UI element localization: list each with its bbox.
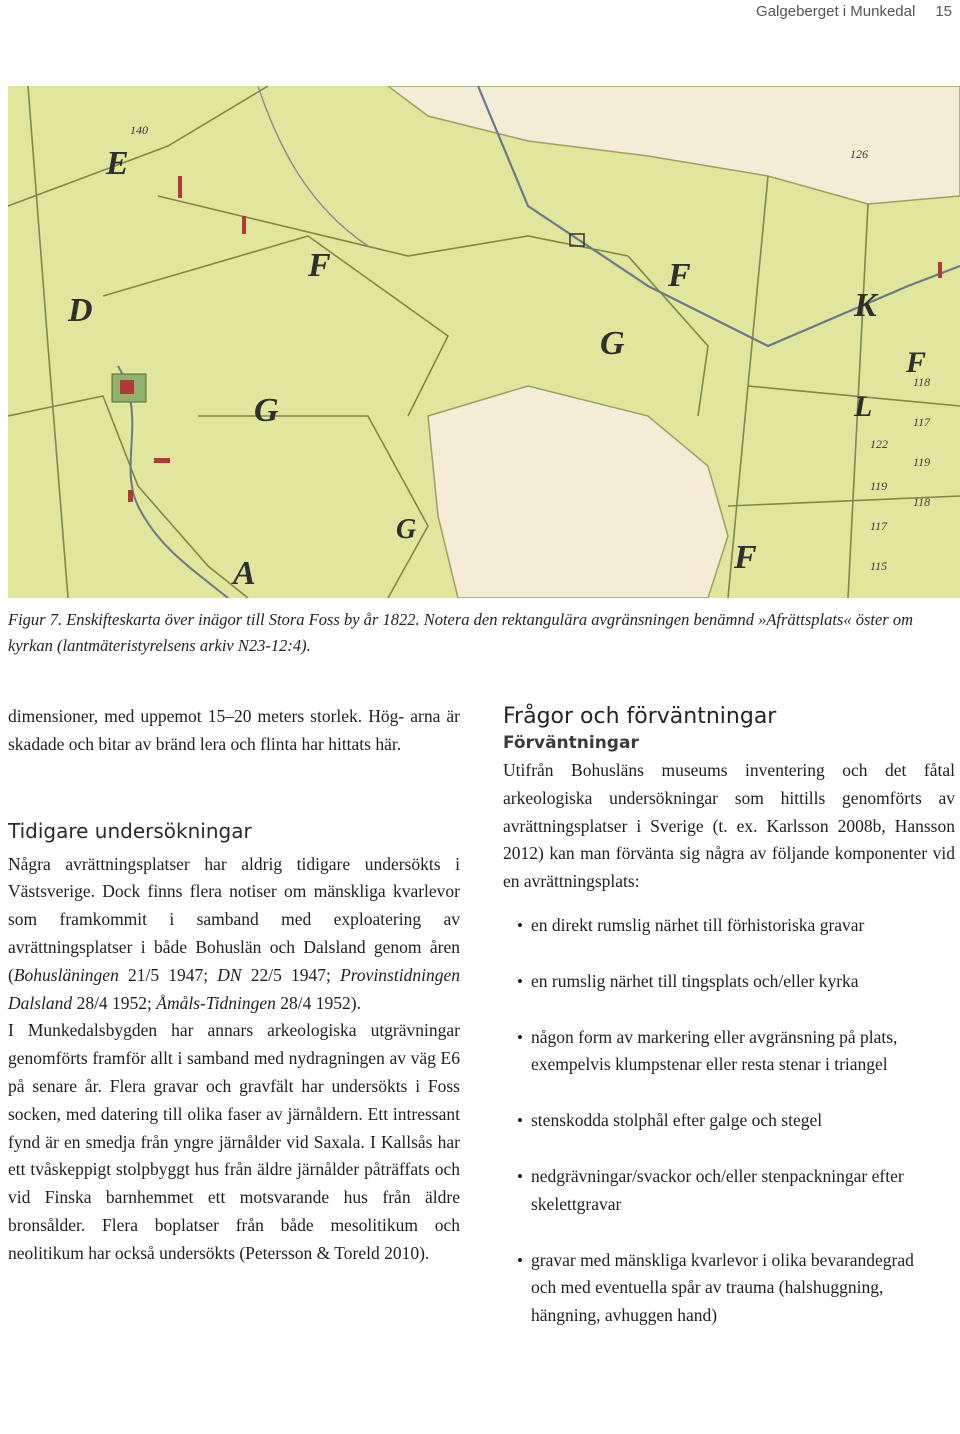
map-number: 140 bbox=[130, 123, 148, 137]
map-number: 118 bbox=[913, 375, 931, 389]
subheading-expectations: Förväntningar bbox=[503, 733, 639, 753]
expectation-list bbox=[503, 912, 955, 1330]
map-number: 118 bbox=[913, 495, 931, 509]
map-letter-g: G bbox=[254, 392, 279, 429]
map-letter-f-3: F bbox=[734, 539, 757, 576]
paragraph-expectations: Utifrån Bohusläns museums inventering och det fåtal arkeologiska undersökningar som hittills genomförts av avrättningsplatser i Sverige (t. ex. Karlsson 2008b, Hansson 2012) kan man förvänta sig några av följande komponenter vid en avrättningsplats: bbox=[503, 760, 955, 892]
list-item: • någon form av markering eller avgränsning på plats, exempelvis klumpstenar eller resta stenar i triangel bbox=[517, 1026, 898, 1075]
map-number: 122 bbox=[870, 437, 888, 451]
map-number: 115 bbox=[870, 559, 888, 573]
map-illustration bbox=[8, 86, 960, 598]
running-head-title: Galgeberget i Munkedal bbox=[756, 3, 916, 20]
list-item: • gravar med mänskliga kvarlevor i olika bevarandegrad och med eventuella spår av trauma (halshuggning, hängning, avhuggen hand) bbox=[517, 1249, 914, 1326]
map-letter-a: A bbox=[233, 555, 256, 592]
map-number: 117 bbox=[913, 415, 931, 429]
list-item: • en rumslig närhet till tingsplats och/eller kyrka bbox=[517, 970, 859, 991]
list-item: • stenskodda stolphål efter galge och stegel bbox=[517, 1110, 823, 1131]
section-heading-previous-excavations: Tidigare undersökningar bbox=[8, 818, 252, 843]
map-letter-d: D bbox=[68, 292, 93, 329]
map-letter-f-2: F bbox=[668, 257, 691, 294]
left-column bbox=[8, 703, 460, 1268]
map-letter-f-4: F bbox=[906, 346, 927, 379]
map-number: 119 bbox=[913, 455, 931, 469]
right-column bbox=[503, 703, 955, 1358]
list-item: • nedgrävningar/svackor och/eller stenpackningar efter skelettgravar bbox=[517, 1165, 904, 1214]
map-letter-g-2: G bbox=[396, 514, 417, 545]
map-number: 117 bbox=[870, 519, 888, 533]
paragraph-previous-excavations: Några avrättningsplatser har aldrig tidigare undersökts i Västsverige. Dock finns flera notiser om mänskliga kvarlevor som framkommit i samband med exploatering av avrättningsplatser i både Bohuslän och Dalsland genom åren (Bohusläningen 21/5 1947; DN 22/5 1947; Provinstidningen Dalsland 28/4 1952; Åmåls-Tidningen 28/4 1952). bbox=[8, 853, 460, 1013]
running-head bbox=[756, 3, 952, 20]
paragraph-munkedal: I Munkedalsbygden har annars arkeologiska utgrävningar genomförts framför allt i samband med nydragningen av väg E6 på senare år. Flera gravar och gravfält har undersökts i Foss socken, med datering till olika faser av järnåldern. Ett intressant fynd är en smedja från yngre järnålder vid Saxala. I Kallsås har ett tvåskeppigt stolpbyggt hus från äldre järnålder påträffats och vid Finska barnhemmet ett motsvarande hus från äldre bronsålder. Flera boplatser från både mesolitikum och neolitikum har också undersökts (Petersson & Toreld 2010). bbox=[8, 1020, 460, 1263]
map-letter-e: E bbox=[106, 145, 129, 182]
historical-map-figure bbox=[8, 86, 960, 598]
map-number: 126 bbox=[850, 147, 868, 161]
map-letter-l: L bbox=[854, 390, 873, 423]
map-letter-k: K bbox=[854, 287, 877, 324]
list-item: • en direkt rumslig närhet till förhistoriska gravar bbox=[517, 914, 865, 935]
section-heading-questions: Frågor och förväntningar bbox=[503, 704, 777, 729]
map-letter-f: F bbox=[308, 247, 331, 284]
map-number: 119 bbox=[870, 479, 888, 493]
map-letter-g-3: G bbox=[600, 325, 625, 362]
intro-paragraph: dimensioner, med uppemot 15–20 meters storlek. Hög- arna är skadade och bitar av bränd lera och flinta har hittats här. bbox=[8, 706, 460, 754]
page-number: 15 bbox=[935, 3, 952, 20]
figure-caption: Figur 7. Enskifteskarta över inägor till Stora Foss by år 1822. Notera den rektangulära avgränsningen benämnd »Afrättsplats« öster om kyrkan (lantmäteristyrelsens arkiv N23-12:4). bbox=[8, 610, 914, 655]
